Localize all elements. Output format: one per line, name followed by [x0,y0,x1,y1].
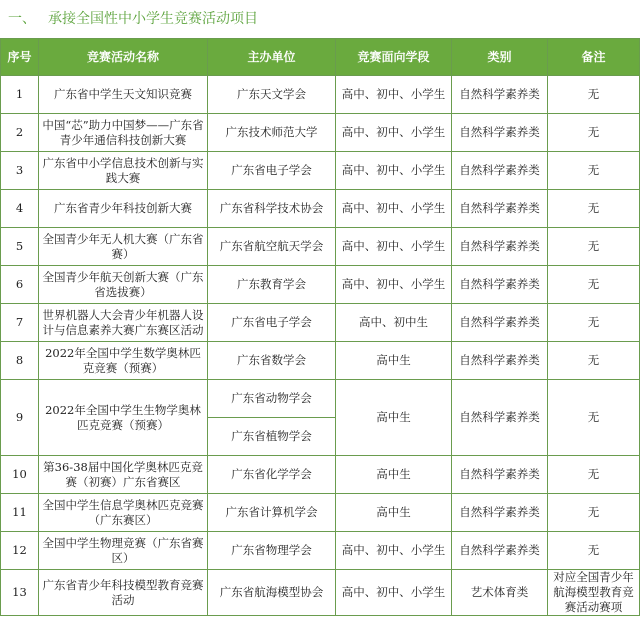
competition-name: 广东省青少年科技模型教育竞赛活动 [39,570,208,616]
table-row [1,266,640,304]
row-number: 3 [1,152,39,190]
competition-name: 广东省中小学信息技术创新与实践大赛 [39,152,208,190]
school-level: 高中、初中生 [336,304,452,342]
organizer: 广东省数学会 [208,342,336,380]
school-level: 高中、初中、小学生 [336,114,452,152]
table-row [1,570,640,616]
note: 对应全国青少年航海模型教育竞赛活动赛项 [548,570,640,616]
competition-name: 全国中学生物理竞赛（广东省赛区） [39,532,208,570]
organizer: 广东天文学会 [208,76,336,114]
school-level: 高中、初中、小学生 [336,266,452,304]
category: 自然科学素养类 [452,114,548,152]
row-number: 12 [1,532,39,570]
table-row [1,304,640,342]
organizer: 广东省航空航天学会 [208,228,336,266]
row-number: 8 [1,342,39,380]
competition-name: 广东省中学生天文知识竞赛 [39,76,208,114]
table-row [1,380,640,418]
category: 自然科学素养类 [452,76,548,114]
school-level: 高中、初中、小学生 [336,570,452,616]
note: 无 [548,456,640,494]
table-row [1,114,640,152]
section-number: 一、 [8,11,36,27]
col-header-level: 竞赛面向学段 [336,39,452,76]
competition-name: 全国中学生信息学奥林匹克竞赛（广东赛区） [39,494,208,532]
row-number: 10 [1,456,39,494]
category: 自然科学素养类 [452,380,548,456]
table-row [1,152,640,190]
note: 无 [548,114,640,152]
school-level: 高中生 [336,456,452,494]
category: 自然科学素养类 [452,266,548,304]
note: 无 [548,152,640,190]
header-row [1,39,640,76]
competition-table [0,38,640,616]
col-header-name: 竞赛活动名称 [39,39,208,76]
competition-name: 全国青少年航天创新大赛（广东省选拔赛） [39,266,208,304]
row-number: 6 [1,266,39,304]
organizer: 广东省化学学会 [208,456,336,494]
col-header-note: 备注 [548,39,640,76]
col-header-category: 类别 [452,39,548,76]
note: 无 [548,190,640,228]
table-row [1,456,640,494]
col-header-org: 主办单位 [208,39,336,76]
competition-name: 2022年全国中学生数学奥林匹克竞赛（预赛） [39,342,208,380]
organizer: 广东省科学技术协会 [208,190,336,228]
note: 无 [548,304,640,342]
category: 自然科学素养类 [452,228,548,266]
school-level: 高中生 [336,494,452,532]
competition-name: 2022年全国中学生生物学奥林匹克竞赛（预赛） [39,380,208,456]
row-number: 5 [1,228,39,266]
organizer: 广东省计算机学会 [208,494,336,532]
note: 无 [548,494,640,532]
note: 无 [548,266,640,304]
school-level: 高中、初中、小学生 [336,190,452,228]
competition-name: 全国青少年无人机大赛（广东省赛） [39,228,208,266]
table-row [1,190,640,228]
school-level: 高中、初中、小学生 [336,228,452,266]
row-number: 2 [1,114,39,152]
school-level: 高中生 [336,342,452,380]
section-title: 承接全国性中小学生竞赛活动项目 [48,11,258,27]
note: 无 [548,342,640,380]
category: 自然科学素养类 [452,456,548,494]
table-row [1,228,640,266]
organizer: 广东教育学会 [208,266,336,304]
row-number: 13 [1,570,39,616]
competition-name: 第36-38届中国化学奥林匹克竞赛（初赛）广东省赛区 [39,456,208,494]
category: 自然科学素养类 [452,532,548,570]
row-number: 4 [1,190,39,228]
note: 无 [548,380,640,456]
note: 无 [548,76,640,114]
school-level: 高中、初中、小学生 [336,532,452,570]
organizer: 广东技术师范大学 [208,114,336,152]
organizer: 广东省航海模型协会 [208,570,336,616]
organizer: 广东省电子学会 [208,152,336,190]
organizer: 广东省电子学会 [208,304,336,342]
school-level: 高中生 [336,380,452,456]
table-row [1,342,640,380]
note: 无 [548,228,640,266]
section-heading [8,6,258,32]
category: 艺术体育类 [452,570,548,616]
category: 自然科学素养类 [452,494,548,532]
note: 无 [548,532,640,570]
row-number: 1 [1,76,39,114]
row-number: 9 [1,380,39,456]
school-level: 高中、初中、小学生 [336,152,452,190]
table-row [1,532,640,570]
competition-name: 中国“芯”助力中国梦——广东省青少年通信科技创新大赛 [39,114,208,152]
table-row [1,494,640,532]
competition-name: 广东省青少年科技创新大赛 [39,190,208,228]
row-number: 7 [1,304,39,342]
organizer: 广东省动物学会 [208,380,336,418]
row-number: 11 [1,494,39,532]
category: 自然科学素养类 [452,190,548,228]
organizer: 广东省物理学会 [208,532,336,570]
school-level: 高中、初中、小学生 [336,76,452,114]
table-row [1,76,640,114]
competition-name: 世界机器人大会青少年机器人设计与信息素养大赛广东赛区活动 [39,304,208,342]
category: 自然科学素养类 [452,152,548,190]
category: 自然科学素养类 [452,304,548,342]
col-header-no: 序号 [1,39,39,76]
organizer-secondary: 广东省植物学会 [208,418,336,456]
category: 自然科学素养类 [452,342,548,380]
